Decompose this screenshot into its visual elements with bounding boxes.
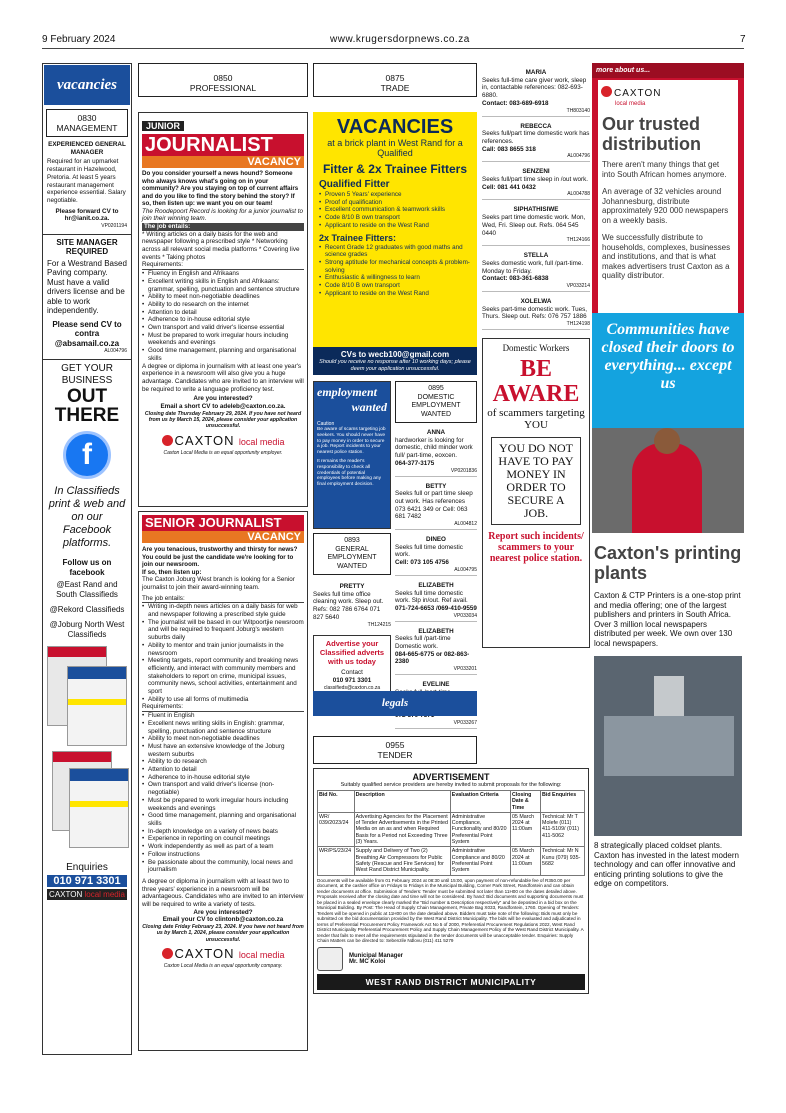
list-item: • Adherence to in-house editorial style [142,316,304,324]
ad-sub: at a brick plant in West Rand for a Qualified [327,138,463,158]
ad-email[interactable]: Email your CV to clintonb@caxton.co.za [162,916,284,924]
ad-phone[interactable]: Cell: 073 105 4756 [395,559,449,567]
ad-top: Domestic Workers [502,343,570,354]
ad-title: JOURNALIST [142,134,304,156]
heading: Caxton's printing plants [594,543,742,583]
ad-title: VACANCIES [336,116,454,138]
table-cell: Technical: Mr T Molefe (011) 411-5109/ (011) 411-5062 [541,812,585,846]
ad-ref: TH124166 [566,237,590,244]
tender-table [317,790,585,876]
tender-advertisement [313,768,589,994]
ad-email[interactable]: Email a short CV to adeleb@caxton.co.za. [160,403,286,411]
list-item: • Applicant to reside on the West Rand [319,222,471,230]
ad-body: Seeks full time domestic work. [395,543,463,559]
section-header-domestic: 0895 DOMESTIC EMPLOYMENT WANTED [395,381,477,423]
cv-email[interactable]: CVs to wecb100@gmail.com [340,350,450,359]
list-item: • Own transport and valid driver's license (non-negotiable) [142,781,304,796]
junior-journalist-ad [138,112,308,507]
distribution-image [592,313,744,533]
quote: Communities have closed their doors to everything... except us [592,313,744,428]
entails-header: The job entails: [142,223,304,231]
ad-equal: Caxton Local Media is an equal opportunity company. [163,963,283,970]
ad-intro: Suitably qualified service providers are hereby invited to submit proposals for the following: [340,782,562,788]
caxton-logo: CAXTON local media [142,432,304,450]
list-item: • Fluency in English and Afrikaans [142,270,304,278]
ad-intro2: The Roodepoort Record is looking for a junior journalist to join their winning team. [142,207,304,223]
cv-note: Should you receive no response after 10 working days; please deem your application unsuccessful. [319,359,471,372]
ad-ref: AL004788 [567,191,590,198]
table-cell: Supply and Delivery of Two (2) Breathing Air Compressors for Public Safety (Rescue and Fire Services) for West Rand District Municipality. [354,847,450,875]
list-item: • Ability to use all forms of multimedia [142,696,304,704]
ad-report: Report such incidents/ scammers to your nearest police station. [488,531,584,565]
promo-top: GET YOUR BUSINESS [61,362,113,386]
requirements-list [142,712,304,874]
ad-name: SIPHATHISIWE [513,206,559,214]
section-header-professional: 0850 PROFESSIONAL [138,63,308,97]
ad-interested: Are you interested? [193,395,253,403]
issue-date: 9 February 2024 [42,34,116,45]
ad-ref: VP033267 [453,719,477,726]
legals-section [313,691,589,994]
list-item: • Recent Grade 12 graduates with good maths and science grades [319,244,471,259]
list-item: • Enthusiastic & willingness to learn [319,274,471,282]
ad-name: XOLELWA [520,298,552,306]
ad-ref: TH803140 [566,107,590,114]
promo-out: OUT [66,385,108,407]
list-item: • Strong aptitude for mechanical concepts & problem-solving [319,259,471,274]
table-row [318,812,585,846]
list-item: • Attention to detail [142,766,304,774]
advertise-box[interactable]: Advertise your Classified adverts with us today Contact 010 971 3301 classifieds@caxton.co.za [313,635,391,702]
ad-name: SENZENI [522,168,550,176]
follow-label: Follow us on facebook [62,557,112,577]
ad-body: Seeks full/part time sleep in /out work. [482,176,589,184]
classified-ad [395,483,477,531]
entails-list [142,603,304,703]
ad-ref: VP033034 [453,612,477,619]
enquiries-label: Enquiries [66,861,108,873]
classified-ad [395,536,477,576]
list-item: • Must be prepared to work irregular hours including weekends and evenings [142,797,304,812]
ad-intro2: If so, then listen up: [142,568,202,576]
list-item: • Own transport and valid driver's license essential [142,324,304,332]
ad-ref: VP0201194 [101,223,127,230]
ad-body: For a Westrand Based Paving company. Must have a valid drivers license and be able to work independently. [47,258,127,316]
list-item: • Proven 5 Years' experience [319,191,471,199]
ad-phone[interactable]: Contact: 083-689-6918 [482,99,549,107]
promo-text: In Classifieds print & web and on our Facebook platforms. [48,484,126,549]
ad-phone[interactable]: Contact: 083-361-6838 [482,275,549,283]
ad-of: of scammers targeting YOU [487,407,585,432]
table-cell: Administrative Compliance and 80/20 Preferential Point System [450,847,510,875]
list-item: • Fluent in English [142,712,304,720]
ad-name: REBECCA [520,122,552,130]
ad-ref: AL004796 [567,153,590,160]
domestic-column [395,381,477,729]
ad-name: ELIZABETH [418,581,454,589]
ad-closing: Closing date Friday February 23, 2024. If you have not heard from us by March 1, 2024, please consider your application unsuccessful. [142,924,304,943]
municipal-crest-icon [317,947,343,971]
table-header: Description [354,791,450,813]
be-aware-ad [482,338,590,648]
ad-body: Seeks domestic work, full /part-time. Monday to Friday. [482,259,584,275]
list-item: • Excellent news writing skills in English: grammar, spelling, punctuation and sentence structure [142,720,304,735]
ad-body: Seeks full time domestic work. Slp in/out. Ref avail. [395,589,468,605]
paragraph: There aren't many things that get into South African homes anymore. [602,160,727,179]
list-item: • Good time management, planning and organisational skills [142,347,304,362]
promo-there: THERE [54,404,120,426]
caxton-footer-logo: CAXTON local media [47,889,127,900]
site-manager-ad [43,238,131,356]
list-item: • Work independently as well as part of a team [142,843,304,851]
ad-equal: Caxton Local Media is an equal opportunity employer. [163,449,283,456]
distributor-photo [592,428,744,533]
ad-body: Seeks full or part time sleep out work. Has references 073 6421 349 or Cell: 063 681 7482 [395,490,473,521]
tender-body-text: Documents will be available from 01 February 2024 at 08:30 until 15:00, upon payment of non-refundable fee of R350.00 per document, at the cashier office on Fridays to Fridays in the Municipal Building, Corner Park Street, Randfontein and can obtain tender documents at office. Submission of Tenders: Tender must be submitted not later than 11H00 on the dates detailed above. Proposals received after the closing date and time will not be considered. By hand: Bid documents and supporting documents must be placed in a sealed envelope clearly marked the "Bid number & Description respectively" and be deposited in a bid box on the Municipal Building. By Post: The Head of Supply Chain Management, Private Bag X033, Randfontein, 1760. Opening of Tenders: Tenders will be opened in public at 11H00 on the date detailed above. Bidders must take note of the following: Bids must only be submitted on the bid documentation provided by the West Rand District Municipality. The bids will be evaluated and adjudicated in terms of Preferential Procurement Policy Framework Act No 5 of 2000, Preferential Procurement Regulations 2022, West Rand District Municipality Preferential Procurement Policy and Supply Chain Management Policy of the West Rand District Municipality. A tender that fails to meet all the requirements stipulated in the tender documents will be unacceptable tender. Enquiries: Supply Chain Matters can be directed to: Sebenzile Ndlovu (011) 411 5279 [317,877,584,944]
newspaper-collage [47,646,127,856]
facebook-link-3[interactable]: @Joburg North West Classifieds [49,619,125,639]
trainee-header: 2x Trainee Fitters: [319,232,397,243]
ad-body: Required for an upmarket restaurant in Hazelwood, Pretoria. At least 5 years restaurant management experience essential. Salary negotiable. [47,158,126,204]
list-item: • Ability to meet non-negotiable deadlines [142,293,304,301]
list-item: • Ability to do research [142,758,304,766]
domestic-list-continued [482,69,590,330]
trainee-list [319,244,471,298]
ad-name: DINEO [426,536,446,544]
ad-vacancy-label: VACANCY [142,531,304,543]
caution-title: Caution [317,421,335,427]
table-header: Bid Enquiries [541,791,585,813]
ad-interested: Are you interested? [193,908,253,916]
ad-body: Seeks full /part-time Domestic work. [395,635,451,651]
paragraph: An average of 32 vehicles around Johannesburg, distribute approximately 920 000 newspapers on a weekly basis. [602,187,729,225]
qualified-list [319,191,471,230]
classified-ad [395,429,477,477]
ad-name: BETTY [425,482,447,490]
table-cell: Technical: Mr N Kunu (079) 935-5682 [541,847,585,875]
ad-phone[interactable]: 084-665-6775 or 082-863-2380 [395,650,470,666]
list-item: • Ability to do research on the internet [142,301,304,309]
classified-ad [482,123,590,163]
facebook-icon[interactable]: f [63,431,111,479]
ad-body: Seeks full-time care giver work, sleep in, contactable references: 082-693-6880. [482,76,587,100]
ad-name: MARIA [525,69,547,76]
signature-block: Municipal Manager Mr. MC Koloi [317,947,585,971]
ad-ref: AL004795 [454,566,477,573]
list-item: • Proof of qualification [319,199,471,207]
list-item: • Code 8/10 B own transport [319,214,471,222]
qualified-header: Qualified Fitter [319,179,390,190]
table-cell: 05 March 2024 at 11:00am [510,847,540,875]
list-item: • Must be prepared to work irregular hours including weekends and evenings [142,332,304,347]
list-item: • Good time management, planning and organisational skills [142,812,304,827]
classified-ad [482,298,590,330]
ad-name: ANNA [426,429,446,436]
ad-title: ADVERTISEMENT [412,772,490,782]
classified-ad [395,582,477,622]
facebook-link-2[interactable]: @Rekord Classifieds [49,604,125,614]
senior-journalist-ad [138,511,308,1051]
list-item: • Ability to meet non-negotiable deadlines [142,735,304,743]
classified-ad [482,168,590,200]
ad-phone[interactable]: 064-377-3175 [395,459,435,467]
divider [43,359,131,360]
section-header-tender: 0955 TENDER [313,736,477,764]
ad-ref: TH124198 [566,321,590,328]
ad-title: SENIOR JOURNALIST [142,515,304,531]
list-item: • Ability to mentor and train junior journalists in the newsroom [142,642,304,657]
paragraph: 8 strategically placed coldset plants. Caxton has invested in the latest modern technology and can offer innovative and enticing printing solutions to give the edge on competitors. [594,841,739,888]
newspaper-thumb [67,666,127,746]
requirements-header: Requirements: [142,703,304,712]
ad-name: EVELINE [422,681,450,689]
facebook-promo [43,363,131,640]
ad-body: hardworker is looking for domestic, child minder work full/ part-time, eoxcen. [395,436,473,460]
ad-body: Seeks part time domestic work. Mon, Wed, Fri. Sleep out. Refs. 064 545 0440 [482,214,586,237]
table-cell: WR/ 039/2023/24 [318,812,355,846]
ad-contact: Please send CV to contra @absamail.co.za [52,319,122,348]
table-cell: Administrative Compliance, Functionality and 80/20 Preferential Point System [450,812,510,846]
ad-ref: AL004796 [104,348,127,355]
fitter-ad [313,112,477,375]
ad-box: YOU DO NOT HAVE TO PAY MONEY IN ORDER TO SECURE A JOB. [491,437,581,525]
section-header-trade: 0875 TRADE [313,63,477,97]
cv-footer [313,347,477,375]
header-rule [42,48,744,49]
vacancies-label: vacancies [44,65,130,105]
printing-section [592,543,744,889]
classified-ad [482,252,590,292]
page-number: 7 [740,34,746,45]
ad-degree: A degree or diploma in journalism with at least one year's experience in a newsroom will also give you a huge advantage. Candidates who are invited to an interview will be required to write a language proficiency test. [142,362,304,393]
classified-ad [395,628,477,676]
ad-contact: Please forward CV to hr@ianit.co.za. [55,207,119,223]
list-item: • Excellent writing skills in English and Afrikaans: grammar, spelling, punctuation and sentence structure [142,278,304,293]
list-item: • Attention to detail [142,309,304,317]
entails-text: * Writing articles on a daily basis for the web and newspaper following a prescribed style * Networking across all relevant social media platforms * Covering live events * Taking photos [142,230,300,261]
table-header: Bid No. [318,791,355,813]
table-row [318,847,585,875]
list-item: • Code 8/10 B own transport [319,282,471,290]
ad-intro: Are you tenacious, trustworthy and thirsty for news? You could be just the candidate we're looking for to join our newsroom. [142,546,298,568]
section-header-general: 0893 GENERAL EMPLOYMENT WANTED [313,533,391,575]
list-item: • The journalist will be based in our Witpoortjie newsroom and will be required to frequent Joburg's western suburbs daily [142,619,304,642]
caution-body2: It remains the reader's responsibility to check all credentials of potential employees before making any final employment decision. [317,458,381,488]
classified-ad [482,206,590,246]
list-item: • Experience in reporting on council meetings [142,835,304,843]
ad-intro3: The Caxton Joburg West branch is looking for a Senior journalist to join their award-winning team. [142,576,295,591]
list-item: • Be passionate about the community, local news and journalism [142,859,304,874]
enquiries-phone[interactable]: 010 971 3301 [47,875,127,887]
list-item: • Must have an extensive knowledge of the Joburg western suburbs [142,743,304,758]
newspaper-thumb [69,768,129,848]
classified-ad [482,69,590,117]
domestic-continued [482,63,590,648]
ad-ref: VP0201836 [450,467,477,474]
ad-body: Seeks full/part time domestic work has references. [482,130,590,145]
list-item: • In-depth knowledge on a variety of news beats [142,828,304,836]
ad-vacancy-label: VACANCY [142,156,304,168]
ad-phone[interactable]: Call: 083 8655 318 [482,145,536,153]
table-cell: WR/PS/23/24 [318,847,355,875]
ad-ref: AL004812 [454,521,477,528]
domestic-list [395,429,477,729]
employment-wanted-label: employment wanted Caution Be aware of scams targeting job seekers. You should never have to pay money in order to secure a job. Report incidents to your nearest police station. It remains the reader's responsibility to check all credentials of potential employees before making any final employment decision. [313,381,391,529]
section-header-management [46,109,128,137]
municipality-banner: WEST RAND DISTRICT MUNICIPALITY [317,974,585,990]
table-cell: Advertising Agencies for the Placement of Tender Advertisements in the Printed Media on an as and when Required Basis for a Period not Exceeding Three (3) Years. [354,812,450,846]
ad-ref: VP033201 [453,666,477,673]
caxton-logo: CAXTON local media [598,80,738,110]
printing-photo [594,656,742,836]
ad-body: Seeks part-time domestic work. Tues, Thurs. Sleep out. Refs: 076 757 1886 [482,305,587,321]
ad-degree: A degree or diploma in journalism with at least two to three years' experience in a newsroom will be advantageous. Candidates who are invited to an interview will be required to write a variety of tests. [142,877,304,909]
divider [43,234,131,235]
facebook-link-1[interactable]: @East Rand and South Classifieds [56,579,118,599]
requirements-list [142,270,304,362]
professional-column [138,63,308,1051]
paragraph: We successfully distribute to households, complexes, businesses and institutions, and that is what makes advertisers trust Caxton as a quality distributor. [602,233,731,280]
exp-manager-ad [43,141,131,231]
section-label: MANAGEMENT [56,123,118,133]
table-header: Closing Date & Time [510,791,540,813]
list-item: • Writing in-depth news articles on a daily basis for web and newspaper following a prescribed style guide [142,603,304,618]
ad-intro: Do you consider yourself a news hound? Someone who always knows what's going on in your community? Are you staying on top of current affairs and do you like to find the story behind the story? If so, then listen up: we want you on our team! [142,170,299,207]
list-item: • Follow instructions [142,851,304,859]
caxton-logo: CAXTON local media [142,945,304,963]
ad-ref: VP033214 [566,283,590,290]
ad-be: BE [519,356,552,383]
left-column [42,63,132,1055]
more-label: more about us... [592,63,744,78]
table-cell: 05 March 2024 at 11:00am [510,812,540,846]
list-item: • Meeting targets, report community and breaking news efficiently, and interact with community members and stakeholders to report on crime, municipal issues, community news, school activities, entertainment and sport [142,657,304,696]
entails-header: The job entails: [142,595,304,604]
heading: Our trusted distribution [602,114,701,154]
ad-headline: Fitter & 2x Trainee Fitters [322,162,468,176]
list-item: • Applicant to reside on the West Rand [319,290,471,298]
requirements-header: Requirements: [142,261,304,270]
ad-name: STELLA [523,252,549,260]
section-code: 0830 [77,113,97,123]
list-item: • Adherence to in-house editorial style [142,774,304,782]
ad-title: EXPERIENCED GENERAL MANAGER [48,141,126,156]
legals-label: legals [313,691,477,716]
pretty-ad: PRETTY Seeks full time office cleaning work. Sleep out. Refs: 082 786 6764 071 827 5640 TH124215 [313,583,391,628]
employment-left [313,381,391,729]
ad-tag: JUNIOR [142,121,184,131]
more-about-us [592,63,744,889]
ad-phone[interactable]: 071-724-6653 /069-410-9559 [395,604,477,612]
ad-closing: Closing date Thursday February 29, 2024. If you have not heard from us by March 15, 2024, please consider your application unsuccessful. [144,410,302,430]
list-item: • Excellent communication & teamwork skills [319,206,471,214]
ad-aware: AWARE [492,381,580,408]
paragraph: Caxton & CTP Printers is a one-stop print and media offering; one of the largest publishers and printers in South Africa. Over 3 million local newspapers distributed per week. We own over 130 local newspapers. [594,591,741,648]
site-url[interactable]: www.krugersdorpnews.co.za [330,34,470,45]
ad-title: SITE MANAGER REQUIRED [56,237,118,256]
ad-phone[interactable]: Cell: 081 441 0432 [482,183,536,191]
caution-body: Be aware of scams targeting job seekers. You should never have to pay money in order to secure a job. Report incidents to your nearest police station. [317,427,386,456]
ad-name: ELIZABETH [418,627,454,635]
table-header: Evaluation Criteria [450,791,510,813]
employment-split [313,381,477,729]
